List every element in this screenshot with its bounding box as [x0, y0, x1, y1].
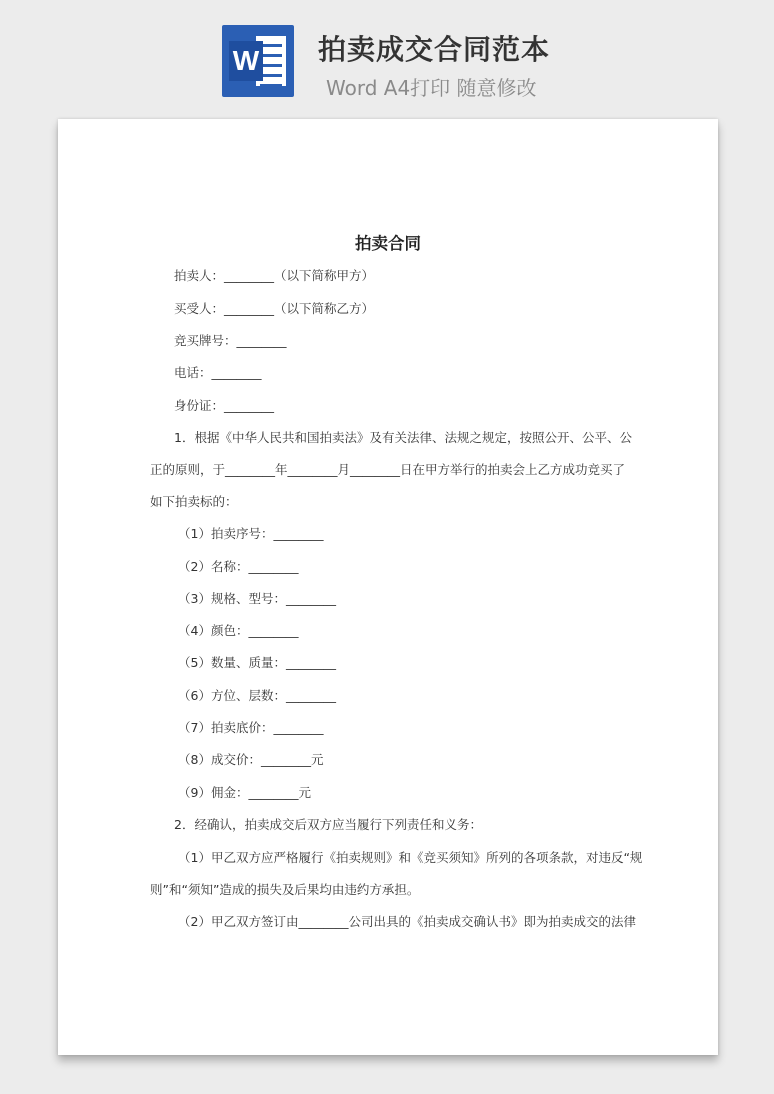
document-line: （9）佣金：________元 [178, 785, 311, 800]
document-title: 拍卖合同 [355, 234, 421, 253]
document-line: （2）名称：________ [178, 559, 299, 574]
document-line: （1）甲乙双方应严格履行《拍卖规则》和《竞买须知》所列的各项条款，对违反“规 [178, 850, 643, 865]
document-line: （1）拍卖序号：________ [178, 526, 324, 541]
document-line: （6）方位、层数：________ [178, 688, 336, 703]
document-line: 1．根据《中华人民共和国拍卖法》及有关法律、法规之规定，按照公开、公平、公 [174, 430, 632, 445]
document-line: （5）数量、质量：________ [178, 655, 336, 670]
document-line: （3）规格、型号：________ [178, 591, 336, 606]
document-line: （7）拍卖底价：________ [178, 720, 324, 735]
document-line: 正的原则，于________年________月________日在甲方举行的拍卖会上乙方成功竞买了 [150, 462, 626, 477]
document-page [58, 119, 718, 1055]
document-line: 身份证：________ [174, 398, 275, 413]
header [0, 0, 774, 118]
document-line: 2．经确认，拍卖成交后双方应当履行下列责任和义务： [174, 817, 482, 832]
page-title: 拍卖成交合同范本 [318, 33, 551, 66]
document-line: （8）成交价：________元 [178, 752, 324, 767]
document-line: （4）颜色：________ [178, 623, 299, 638]
page-subtitle: Word A4打印 随意修改 [326, 76, 537, 100]
word-icon [222, 25, 294, 97]
document-line: 则”和“须知”造成的损失及后果均由违约方承担。 [150, 882, 420, 897]
document-line: （2）甲乙双方签订由________公司出具的《拍卖成交确认书》即为拍卖成交的法律 [178, 914, 636, 929]
word-letter: W [229, 41, 263, 81]
document-line: 买受人：________（以下简称乙方） [174, 301, 375, 316]
document-line: 拍卖人：________（以下简称甲方） [174, 268, 375, 283]
document-line: 电话：________ [174, 365, 262, 380]
document-line: 竞买牌号：________ [174, 333, 287, 348]
document-line: 如下拍卖标的： [150, 494, 238, 509]
